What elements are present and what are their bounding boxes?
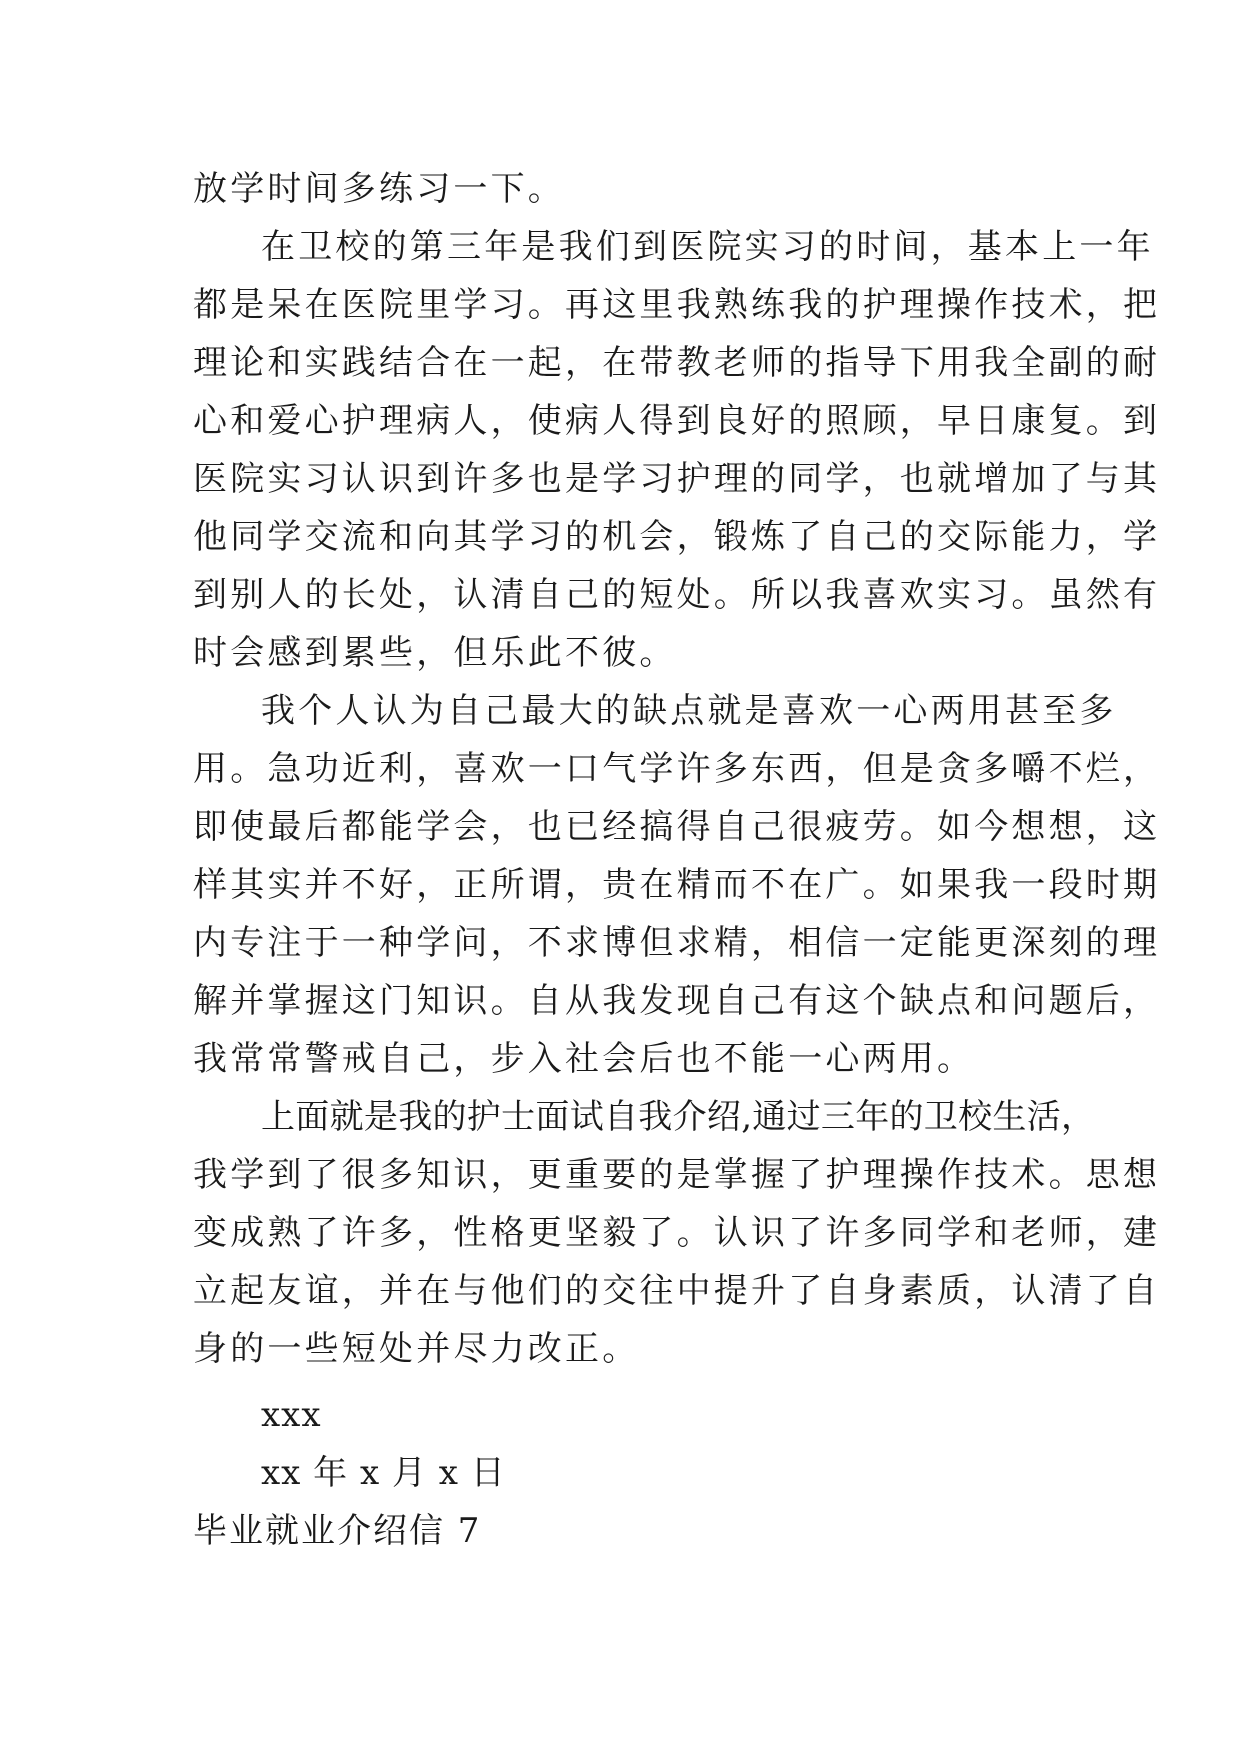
text-line: 解并掌握这门知识。自从我发现自己有这个缺点和问题后， — [193, 981, 1161, 1021]
paragraph-start-line: 在卫校的第三年是我们到医院实习的时间，基本上一年 — [261, 227, 1154, 267]
text-line: 变成熟了许多，性格更坚毅了。认识了许多同学和老师，建 — [193, 1213, 1161, 1253]
letter-body — [193, 160, 1161, 1560]
text-line: 都是呆在医院里学习。再这里我熟练我的护理操作技术，把 — [193, 285, 1161, 325]
paragraph-start-line: 上面就是我的护士面试自我介绍,通过三年的卫校生活， — [261, 1097, 1096, 1137]
text-line: 到别人的长处，认清自己的短处。所以我喜欢实习。虽然有 — [193, 575, 1161, 615]
text-line: 心和爱心护理病人，使病人得到良好的照顾，早日康复。到 — [193, 401, 1161, 441]
text-line: 时会感到累些，但乐此不彼。 — [193, 633, 677, 673]
text-line: 理论和实践结合在一起，在带教老师的指导下用我全副的耐 — [193, 343, 1161, 383]
section-heading: 毕业就业介绍信 7 — [193, 1511, 482, 1551]
paragraph-start-line: 我个人认为自己最大的缺点就是喜欢一心两用甚至多 — [261, 691, 1117, 731]
text-line: 即使最后都能学会，也已经搞得自己很疲劳。如今想想，这 — [193, 807, 1161, 847]
text-line: 我学到了很多知识，更重要的是掌握了护理操作技术。思想 — [193, 1155, 1161, 1195]
text-line: 医院实习认识到许多也是学习护理的同学，也就增加了与其 — [193, 459, 1161, 499]
text-line: 身的一些短处并尽力改正。 — [193, 1329, 640, 1369]
text-line: 用。急功近利，喜欢一口气学许多东西，但是贪多嚼不烂， — [193, 749, 1161, 789]
signature: xxx — [261, 1395, 322, 1435]
text-line: 放学时间多练习一下。 — [193, 169, 565, 209]
text-line: 我常常警戒自己，步入社会后也不能一心两用。 — [193, 1039, 975, 1079]
text-line: 样其实并不好，正所谓，贵在精而不在广。如果我一段时期 — [193, 865, 1161, 905]
text-line: 他同学交流和向其学习的机会，锻炼了自己的交际能力，学 — [193, 517, 1161, 557]
text-line: 内专注于一种学问，不求博但求精，相信一定能更深刻的理 — [193, 923, 1161, 963]
text-line: 立起友谊，并在与他们的交往中提升了自身素质，认清了自 — [193, 1271, 1161, 1311]
date-line: xx 年 x 月 x 日 — [261, 1453, 506, 1493]
